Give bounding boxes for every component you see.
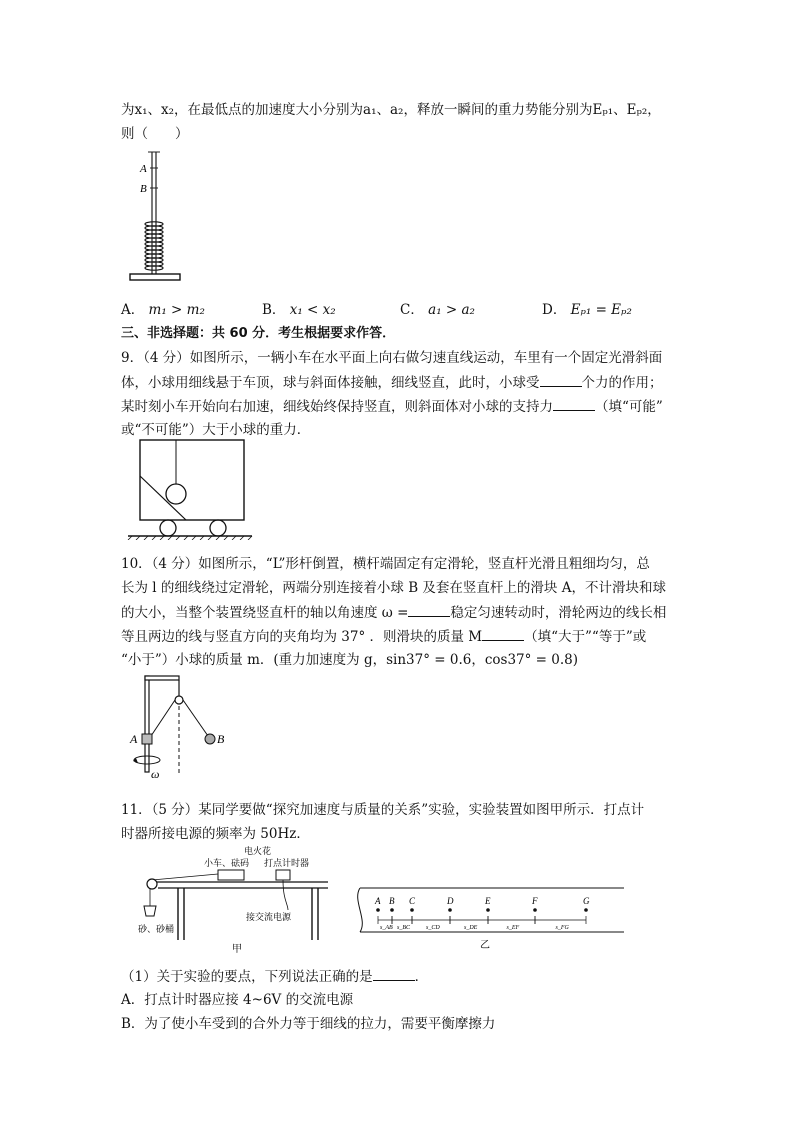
- q8-spring-rod-figure: [128, 148, 188, 284]
- q10-line2: 长为 l 的细线绕过定滑轮，两端分别连接着小球 B 及套在竖直杆上的滑块 A，不计滑块和球: [121, 580, 666, 596]
- tape-dot-c: [410, 908, 414, 912]
- q9-line3: 某时刻小车开始向右加速，细线始终保持竖直，则斜面体对小球的支持力 （填“可能”: [121, 396, 663, 417]
- caption-yi: 乙: [480, 940, 490, 951]
- q11-option-a: A．打点计时器应接 4~6V 的交流电源: [121, 992, 354, 1008]
- spring-coil: [145, 222, 163, 270]
- section-3-title: 三、非选择题：共 60 分．考生根据要求作答．: [121, 326, 396, 341]
- timer-label-2: 打点计时器: [264, 858, 310, 868]
- tape-point-label-c: C: [409, 896, 416, 906]
- q8-intro-line2: 则（ ）: [121, 126, 189, 142]
- tape-point-label-e: E: [485, 896, 491, 906]
- tape-segment-label: s_AB: [380, 925, 393, 931]
- caption-jia: 甲: [232, 944, 242, 955]
- q9-line4: 或“不可能”）大于小球的重力．: [121, 422, 311, 438]
- q11-line2: 时器所接电源的频率为 50Hz．: [121, 826, 310, 842]
- q11-blank-1[interactable]: [373, 966, 415, 981]
- tape-dot-f: [533, 908, 537, 912]
- q9-cart-figure: [124, 436, 254, 540]
- q10-l-rod-figure: [118, 672, 238, 784]
- sand-bucket-label: 砂、砂桶: [138, 924, 175, 934]
- q9-line2: 体，小球用细线悬于车顶，球与斜面体接触，细线竖直，此时，小球受 个力的作用；: [121, 372, 663, 393]
- tape-point-label-f: F: [532, 896, 538, 906]
- label-a: A: [140, 163, 147, 175]
- tape-dot-e: [486, 908, 490, 912]
- label-a: A: [130, 732, 138, 746]
- q10-line4: 等且两边的线与竖直方向的夹角均为 37° ．则滑块的质量 M （填“大于”“等于”或: [121, 626, 646, 647]
- tape-dot-b: [390, 908, 394, 912]
- timer-label-1: 电火花: [244, 846, 272, 856]
- label-omega: ω: [151, 767, 160, 781]
- label-b: B: [217, 732, 225, 746]
- q9-blank-2[interactable]: [553, 396, 595, 411]
- tape-dot-g: [584, 908, 588, 912]
- q10-line5: “小于”）小球的质量 m．(重力加速度为 g，sin37° = 0.6，cos37° = 0.8): [121, 652, 579, 668]
- tape-point-label-b: B: [389, 896, 395, 906]
- q11-option-b: B．为了使小车受到的合外力等于细线的拉力，需要平衡摩擦力: [121, 1016, 496, 1032]
- q10-blank-2[interactable]: [482, 626, 524, 641]
- tape-segment-label: s_BC: [397, 925, 411, 931]
- q10-line3: 的大小，当整个装置绕竖直杆的轴以角速度 ω = 稳定匀速转动时，滑轮两边的线长相: [121, 602, 666, 623]
- q8-option-a: A． m₁ > m₂: [121, 302, 205, 318]
- q8-intro-line1: 为x₁、x₂，在最低点的加速度大小分别为a₁、a₂，释放一瞬间的重力势能分别为Eₚ₁、Eₚ₂，: [121, 102, 661, 118]
- label-b: B: [140, 183, 147, 195]
- cart-label: 小车、砝码: [204, 858, 250, 868]
- tape-segment-label: s_DE: [464, 925, 478, 931]
- q9-line1: 9．（4 分）如图所示，一辆小车在水平面上向右做匀速直线运动，车里有一个固定光滑斜面: [121, 350, 663, 366]
- tape-segment-label: s_FG: [555, 925, 569, 931]
- q11-tape-figure-yi: [350, 882, 630, 954]
- power-label: 接交流电源: [246, 912, 292, 922]
- q9-blank-1[interactable]: [540, 372, 582, 387]
- tape-point-label-d: D: [447, 896, 454, 906]
- q8-option-c: C． a₁ > a₂: [400, 302, 475, 318]
- q8-option-b: B． x₁ < x₂: [262, 302, 336, 318]
- tape-point-label-g: G: [583, 896, 590, 906]
- q11-sub1: （1）关于实验的要点，下列说法正确的是 ．: [121, 966, 428, 987]
- tape-segment-label: s_CD: [426, 925, 440, 931]
- q10-blank-1[interactable]: [408, 602, 450, 617]
- tape-segments: [378, 916, 586, 931]
- q8-option-d: D． Eₚ₁ = Eₚ₂: [542, 302, 632, 318]
- tape-dot-a: [376, 908, 380, 912]
- tape-point-label-a: A: [375, 896, 381, 906]
- q11-line1: 11．（5 分）某同学要做“探究加速度与质量的关系”实验，实验装置如图甲所示．打点计: [121, 802, 645, 818]
- tape-segment-label: s_EF: [506, 925, 520, 931]
- q11-apparatus-figure-jia: [138, 844, 338, 956]
- tape-dot-d: [448, 908, 452, 912]
- q10-line1: 10．（4 分）如图所示，“L”形杆倒置，横杆端固定有定滑轮，竖直杆光滑且粗细均匀，总: [121, 556, 650, 572]
- tape-points: [374, 896, 590, 912]
